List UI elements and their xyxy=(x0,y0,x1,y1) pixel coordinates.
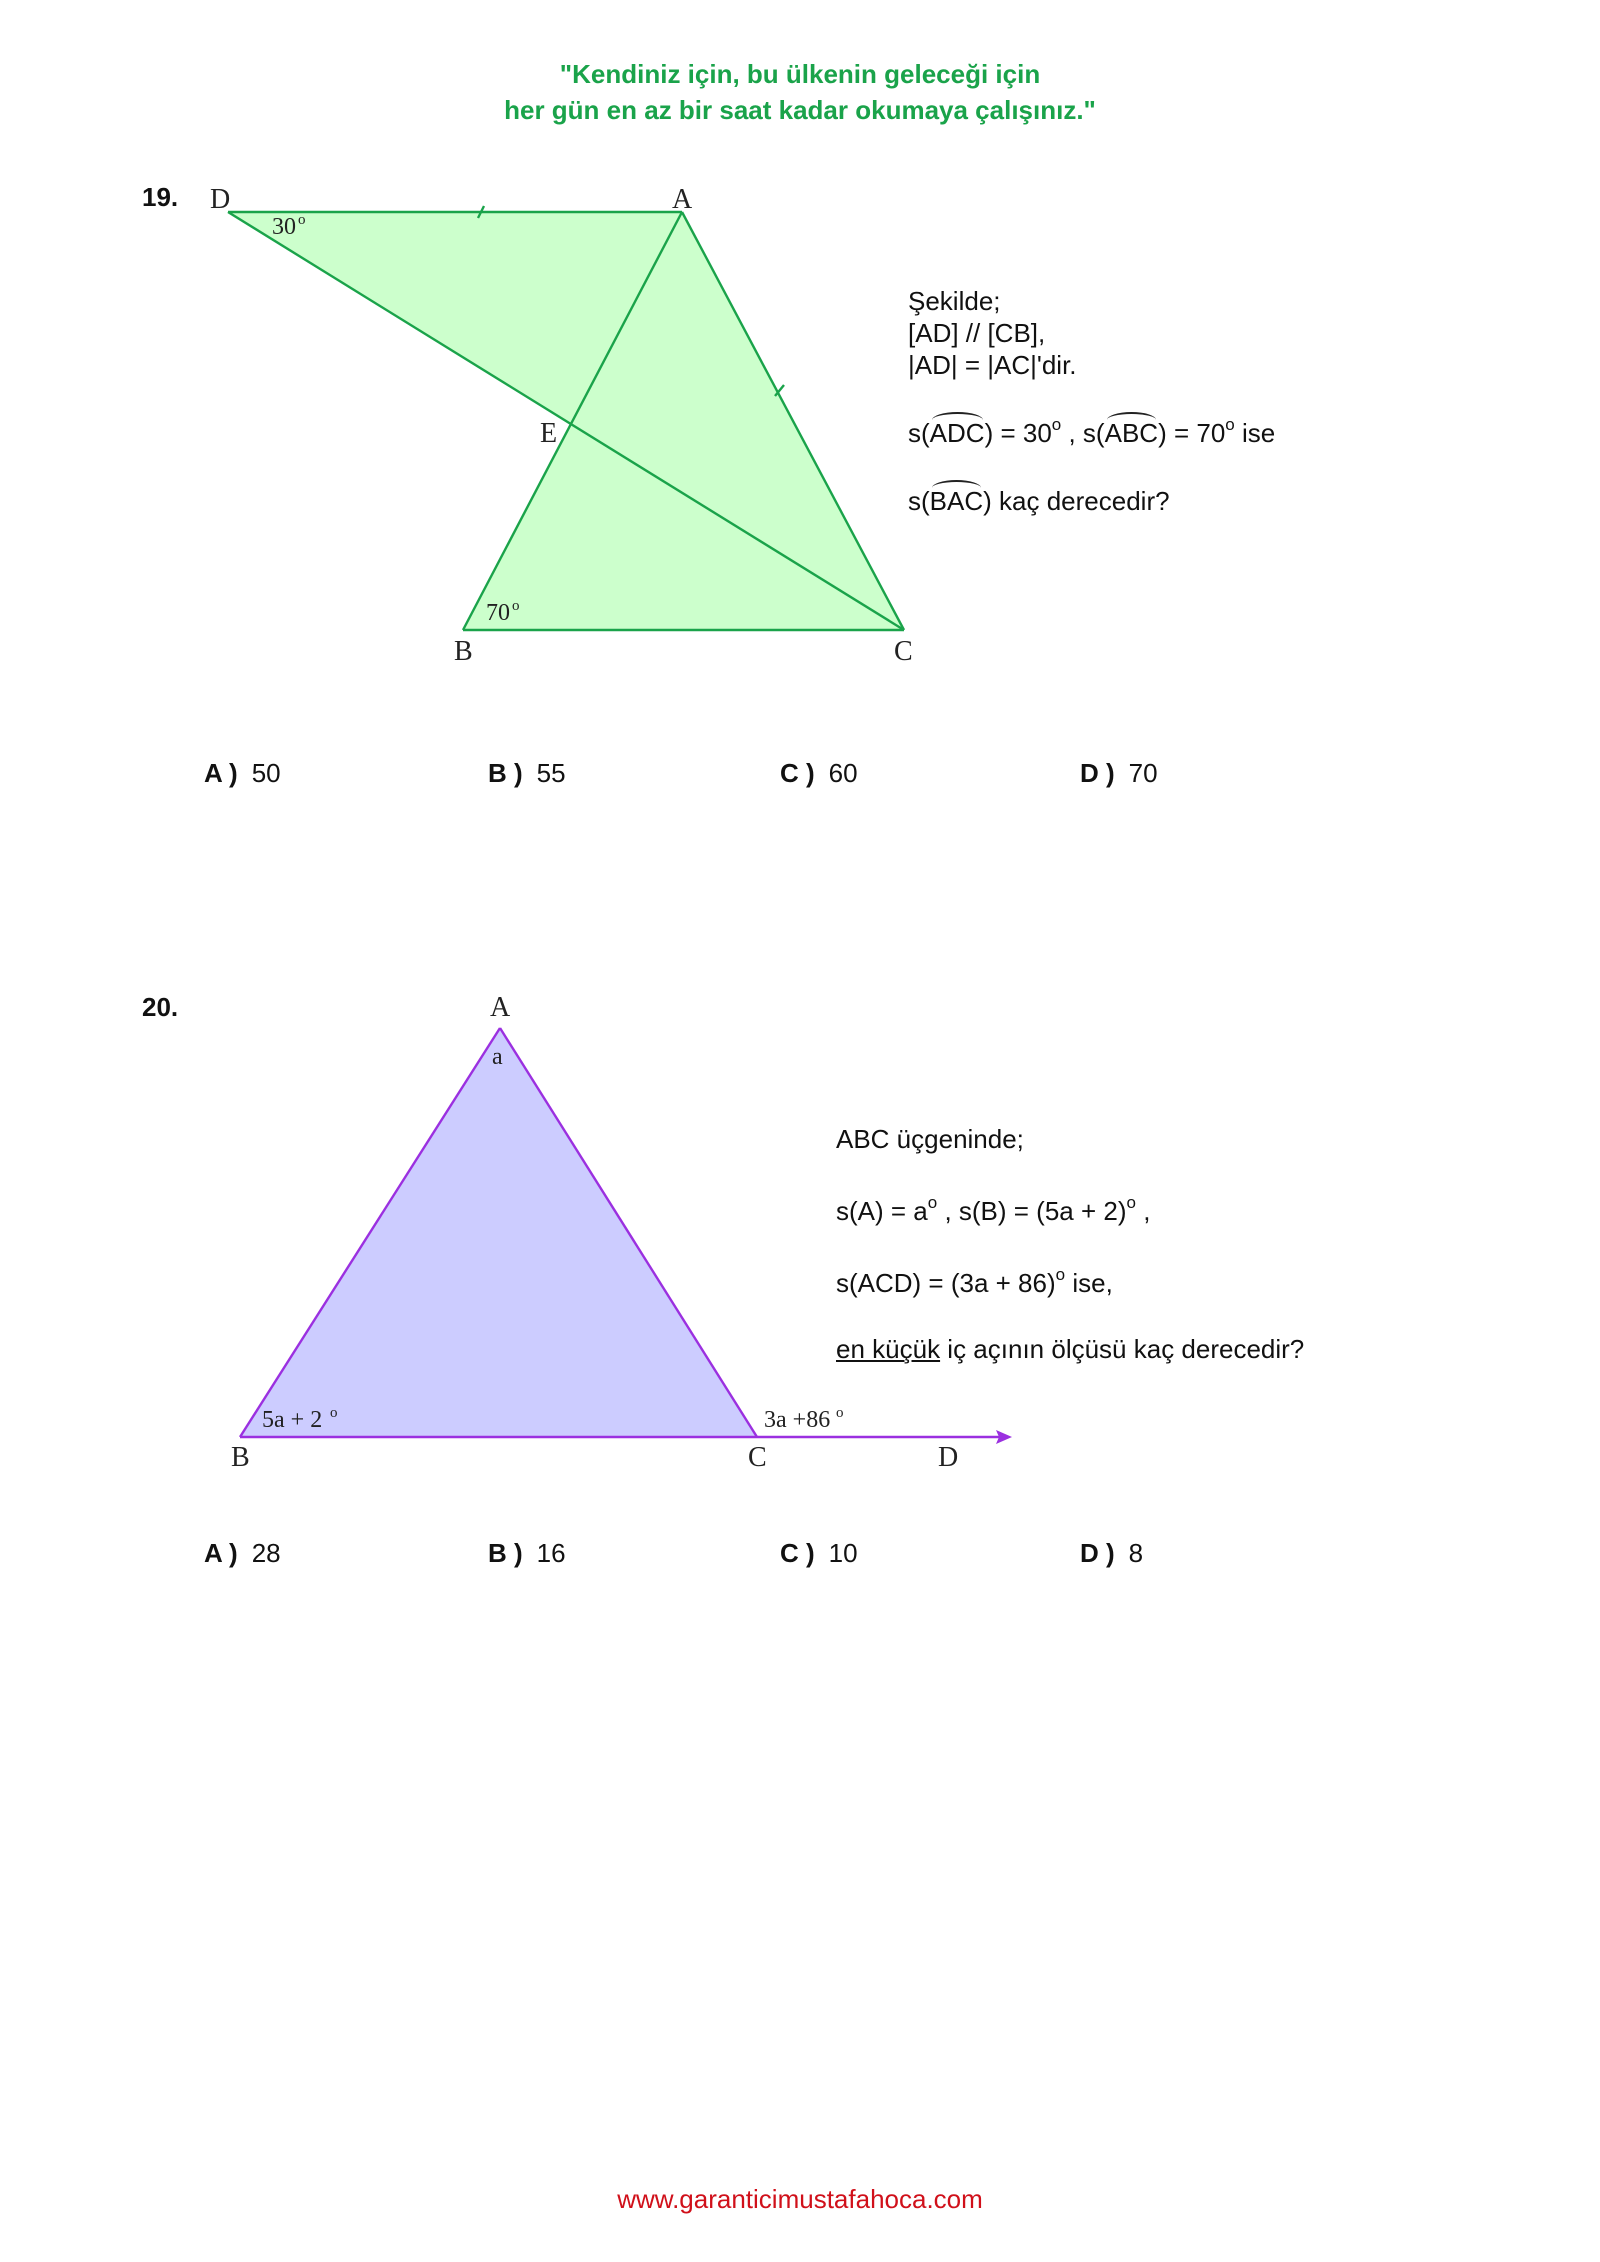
statement-20-line-3 xyxy=(836,1266,1113,1300)
point-label-b-20: B xyxy=(231,1442,250,1473)
degree-mark-acd: o xyxy=(836,1405,844,1421)
question-20-statement xyxy=(836,1122,1396,1382)
question-19-statement xyxy=(908,284,1428,534)
degree-mark-b-20: o xyxy=(330,1405,338,1421)
s19-l4-mid2: , s( xyxy=(1061,418,1105,448)
s20-l4-underlined: en küçük xyxy=(836,1334,941,1364)
motto-line-1: "Kendiniz için, bu ülkenin geleceği için xyxy=(559,59,1041,89)
s19-l4-pre: s( xyxy=(908,418,930,448)
angle-label-a: a xyxy=(492,1044,503,1070)
point-label-b: B xyxy=(454,636,473,667)
statement-20-line-4 xyxy=(836,1332,1304,1366)
choice-value: 55 xyxy=(536,758,566,788)
s19-degree-1: o xyxy=(1051,415,1062,434)
choice-20-d[interactable] xyxy=(1080,1538,1143,1569)
angle-label-d: 30 xyxy=(272,214,296,240)
point-label-c-20: C xyxy=(748,1442,767,1473)
angle-label-acd: 3a +86 xyxy=(764,1407,831,1433)
s20-degree-3: o xyxy=(1055,1265,1066,1284)
choice-letter: A ) xyxy=(204,758,238,788)
s20-l3-a: s(ACD) = (3a + 86) xyxy=(836,1268,1056,1298)
point-label-c: C xyxy=(894,636,913,667)
point-label-d: D xyxy=(210,184,231,215)
choice-value: 8 xyxy=(1128,1538,1144,1568)
s20-l3-b: ise, xyxy=(1065,1268,1113,1298)
choice-letter: B ) xyxy=(488,758,523,788)
statement-19-line-3: |AD| = |AC|'dir. xyxy=(908,350,1077,380)
statement-19-line-4 xyxy=(908,416,1275,450)
s20-l4-rest: iç açının ölçüsü kaç derecedir? xyxy=(940,1334,1305,1364)
s19-degree-2: o xyxy=(1225,415,1235,434)
s20-l2-b: , s(B) = (5a + 2) xyxy=(937,1196,1127,1226)
choice-value: 28 xyxy=(251,1538,281,1568)
choice-value: 60 xyxy=(828,758,858,788)
choice-19-d[interactable] xyxy=(1080,758,1158,789)
angle-label-b-20: 5a + 2 xyxy=(262,1407,323,1433)
arc-adc: ADC xyxy=(929,418,985,448)
choice-value: 70 xyxy=(1128,758,1158,788)
choice-19-c[interactable] xyxy=(780,758,858,789)
arc-abc: ABC xyxy=(1104,418,1159,448)
choice-letter: C ) xyxy=(780,1538,815,1568)
s20-degree-2: o xyxy=(1126,1193,1136,1212)
choice-20-b[interactable] xyxy=(488,1538,566,1569)
choice-20-a[interactable] xyxy=(204,1538,281,1569)
question-number-19: 19. xyxy=(142,182,179,212)
s20-l2-a: s(A) = a xyxy=(836,1196,928,1226)
statement-19-line-2: [AD] // [CB], xyxy=(908,318,1046,348)
choice-value: 50 xyxy=(251,758,281,788)
choice-value: 10 xyxy=(828,1538,858,1568)
choice-20-c[interactable] xyxy=(780,1538,858,1569)
s20-degree-1: o xyxy=(927,1193,938,1212)
point-label-a-20: A xyxy=(490,992,511,1023)
s19-l4-post: ise xyxy=(1234,418,1276,448)
choice-letter: A ) xyxy=(204,1538,238,1568)
s19-l5-pre: s( xyxy=(908,486,930,516)
statement-19-line-5 xyxy=(908,484,1170,518)
degree-mark-d: o xyxy=(298,212,306,228)
point-label-a: A xyxy=(672,184,693,215)
s19-l4-mid1: ) = 30 xyxy=(984,418,1052,448)
point-label-e: E xyxy=(540,418,558,449)
arc-bac: BAC xyxy=(929,486,984,516)
choice-19-a[interactable] xyxy=(204,758,281,789)
point-label-d-20: D xyxy=(938,1442,959,1473)
s20-l2-c: , xyxy=(1135,1196,1151,1226)
s19-l5-post: ) kaç derecedir? xyxy=(983,486,1170,516)
statement-20-line-1: ABC üçgeninde; xyxy=(836,1124,1024,1154)
choice-letter: B ) xyxy=(488,1538,523,1568)
statement-19-line-1: Şekilde; xyxy=(908,286,1001,316)
angle-label-b: 70 xyxy=(486,600,510,626)
choice-value: 16 xyxy=(536,1538,566,1568)
choice-letter: D ) xyxy=(1080,758,1115,788)
motto-line-2: her gün en az bir saat kadar okumaya çalışınız." xyxy=(504,95,1096,125)
statement-20-line-2 xyxy=(836,1194,1150,1228)
footer-website-link[interactable]: www.garanticimustafahoca.com xyxy=(617,2184,983,2214)
choice-19-b[interactable] xyxy=(488,758,566,789)
choice-letter: D ) xyxy=(1080,1538,1115,1568)
question-number-20: 20. xyxy=(142,992,179,1022)
triangle-abc-20 xyxy=(240,1028,757,1437)
choice-letter: C ) xyxy=(780,758,815,788)
s19-l4-mid3: ) = 70 xyxy=(1158,418,1226,448)
degree-mark-b: o xyxy=(512,598,520,614)
